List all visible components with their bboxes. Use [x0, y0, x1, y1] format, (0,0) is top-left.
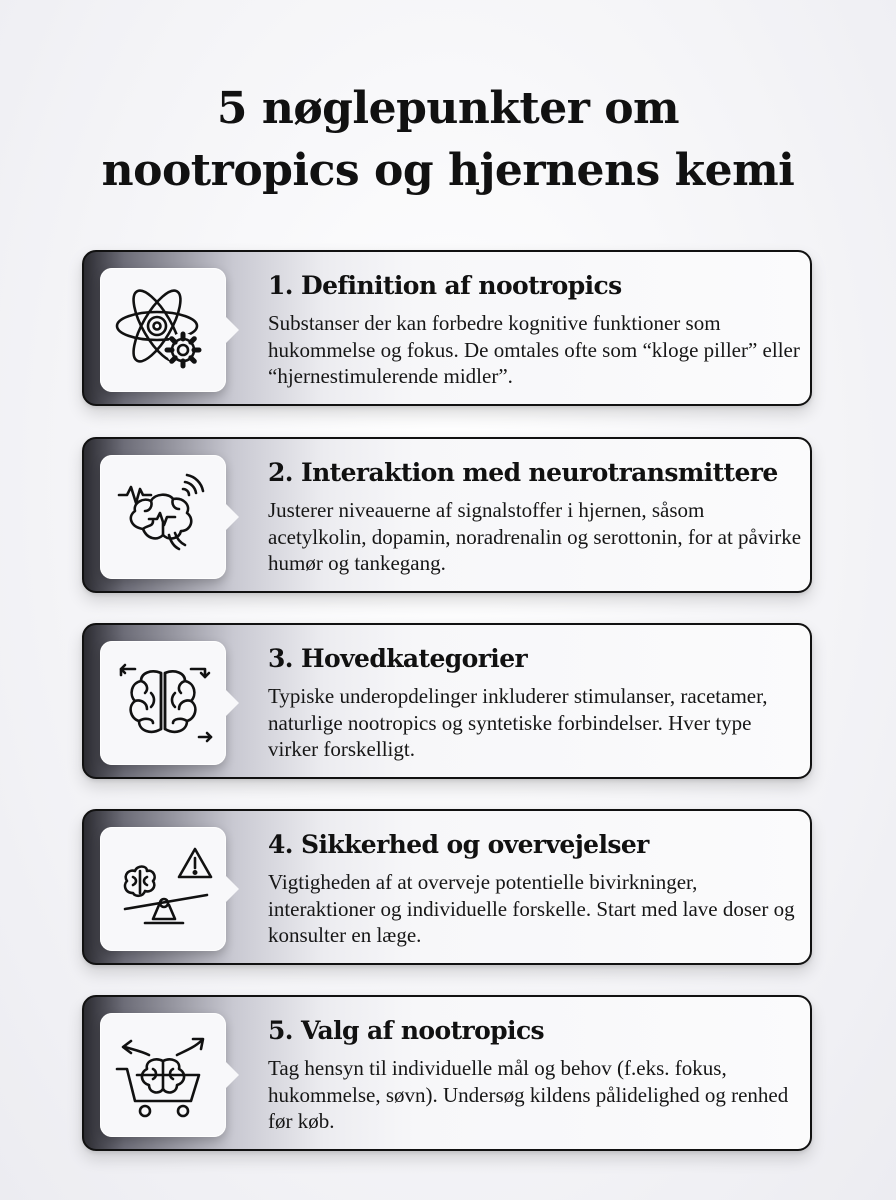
icon-box-5	[100, 1013, 226, 1137]
card-title-5: 5. Valg af nootropics	[268, 1016, 545, 1045]
key-point-card-3	[82, 623, 812, 779]
icon-box-2	[100, 455, 226, 579]
card-text-2: Justerer niveauerne af signalstoffer i hjernen, såsom acetylkolin, dopamin, noradrenalin og serottonin, for at påvirke humør og tankegang.	[268, 498, 802, 575]
card-title-2: 2. Interaktion med neurotransmittere	[268, 458, 778, 487]
brain-cart-icon	[113, 1025, 213, 1125]
key-point-card-5	[82, 995, 812, 1151]
brain-signal-icon	[113, 467, 213, 567]
icon-box-3	[100, 641, 226, 765]
brain-warning-scale-icon	[113, 839, 213, 939]
brain-arrows-icon	[113, 653, 213, 753]
key-point-card-2	[82, 437, 812, 593]
card-text-3: Typiske underopdelinger inkluderer stimulanser, racetamer, naturlige nootropics og syntetiske forbindelser. Hver type virker forskelligt.	[268, 684, 768, 761]
card-title-3: 3. Hovedkategorier	[268, 644, 528, 673]
card-text-4: Vigtigheden af at overveje potentielle bivirkninger, interaktioner og individuelle forskelle. Start med lave doser og konsulter en læge.	[268, 870, 795, 947]
key-point-card-4	[82, 809, 812, 965]
card-title-1: 1. Definition af nootropics	[268, 271, 622, 300]
card-text-5: Tag hensyn til individuelle mål og behov (f.eks. fokus, hukommelse, søvn). Undersøg kildens pålidelighed og renhed før køb.	[268, 1056, 789, 1133]
key-point-card-1	[82, 250, 812, 406]
page-title	[0, 78, 896, 202]
card-title-4: 4. Sikkerhed og overvejelser	[268, 830, 649, 859]
page-title-line-2: nootropics og hjernens kemi	[101, 145, 795, 196]
icon-box-4	[100, 827, 226, 951]
card-text-1: Substanser der kan forbedre kognitive funktioner som hukommelse og fokus. De omtales ofte som “kloge piller” eller “hjernestimulerende midler”.	[268, 311, 800, 388]
icon-box-1	[100, 268, 226, 392]
atom-gear-icon	[113, 280, 213, 380]
page-title-line-1: 5 nøglepunkter om	[216, 83, 680, 134]
